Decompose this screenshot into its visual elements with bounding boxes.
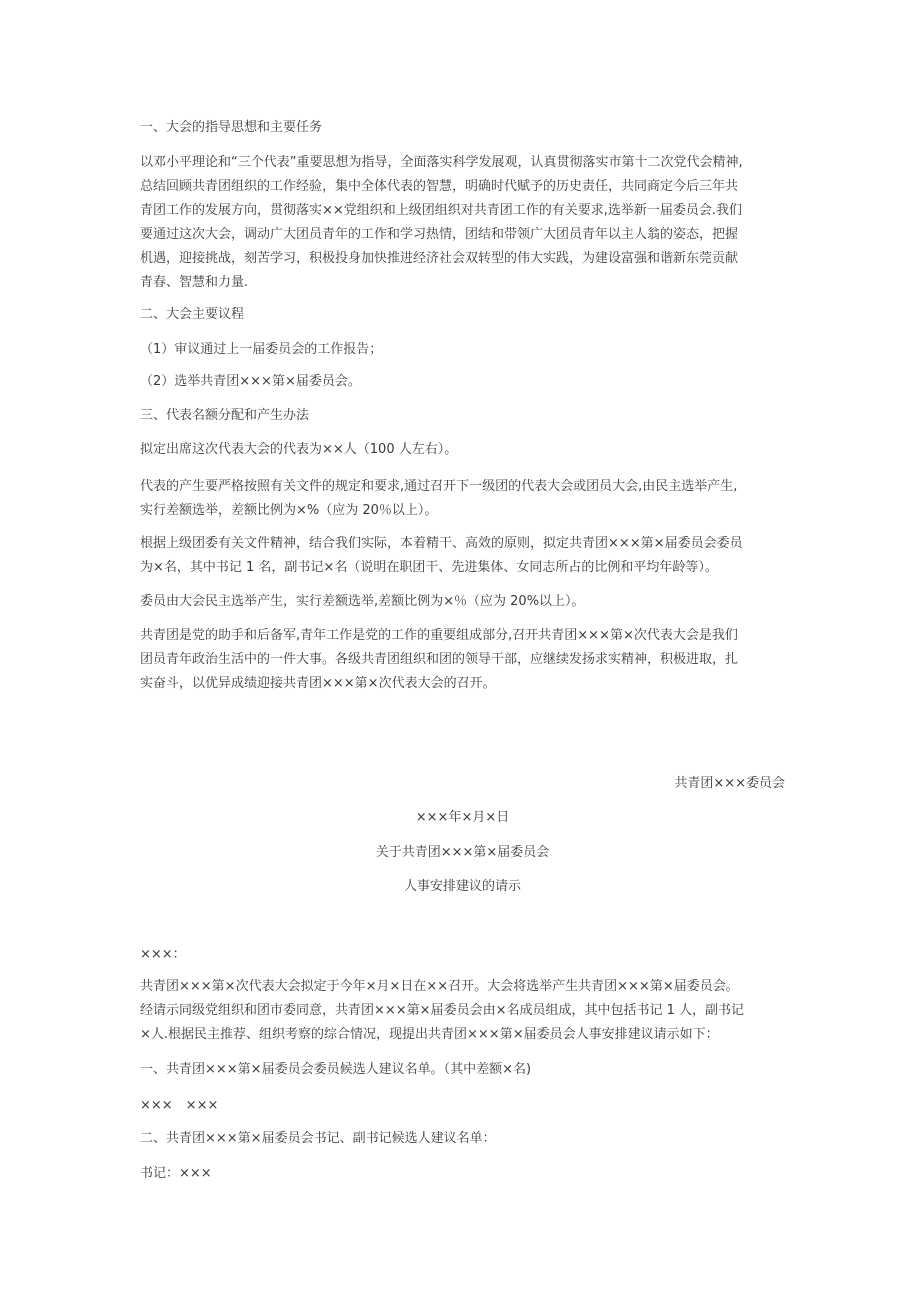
request-title-line-2: 人事安排建议的请示 (403, 879, 521, 894)
section-1-line: 要通过这次大会，调动广大团员青年的工作和学习热情，团结和带领广大团员青年以主人翁的姿态，把握 (140, 227, 739, 242)
request-item-2: 二、共青团×××第×届委员会书记、副书记候选人建议名单： (140, 1131, 496, 1146)
paragraph-line: 根据上级团委有关文件精神，结合我们实际，本着精干、高效的原则，拟定共青团×××第×届委员会委员 (140, 536, 743, 551)
section-2-heading: 二、大会主要议程 (140, 307, 245, 322)
section-3-paragraph-2 (140, 475, 785, 523)
section-1-line: 青春、智慧和力量. (140, 275, 249, 290)
section-1-line: 总结回顾共青团组织的工作经验，集中全体代表的智慧，明确时代赋予的历史责任，共同商定今后三年共 (140, 179, 739, 194)
request-body (140, 975, 785, 1047)
section-1-line: 青团工作的发展方向，贯彻落实××党组织和上级团组织对共青团工作的有关要求,选举新一届委员会.我们 (140, 203, 743, 218)
agenda-item-1: （1）审议通过上一届委员会的工作报告； (140, 342, 383, 357)
section-1-line: 以邓小平理论和“三个代表”重要思想为指导，全面落实科学发展观，认真贯彻落实市第十二次党代会精神, (140, 155, 743, 170)
request-item-1: 一、共青团×××第×届委员会委员候选人建议名单。（其中差额×名) (140, 1062, 532, 1077)
paragraph-line: 共青团×××第×次代表大会拟定于今年×月×日在××召开。大会将选举产生共青团×××第×届委员会。 (140, 979, 739, 994)
section-3-paragraph-4: 委员由大会民主选举产生，实行差额选举,差额比例为×％（应为 20%以上）。 (140, 594, 585, 609)
paragraph-line: 实奋斗，以优异成绩迎接共青团×××第×次代表大会的召开。 (140, 676, 496, 691)
paragraph-line: 经请示同级党组织和团市委同意，共青团×××第×届委员会由×名成员组成，其中包括书记 1 人，副书记 (140, 1003, 744, 1018)
paragraph-line: 实行差额选举，差额比例为×%（应为 20％以上）。 (140, 503, 438, 518)
paragraph-line: 代表的产生要严格按照有关文件的规定和要求,通过召开下一级团的代表大会或团员大会,由民主选举产生, (140, 479, 738, 494)
paragraph-line: 为×名，其中书记 1 名，副书记×名（说明在职团干、先进集体、女同志所占的比例和平均年龄等）。 (140, 560, 718, 575)
paragraph-line: 共青团是党的助手和后备军,青年工作是党的工作的重要组成部分,召开共青团×××第×次代表大会是我们 (140, 628, 738, 643)
section-1-body (140, 151, 785, 295)
signature-organization: 共青团×××委员会 (674, 776, 785, 791)
section-3-paragraph-1: 拟定出席这次代表大会的代表为××人（100 人左右）。 (140, 442, 458, 457)
section-3-paragraph-5 (140, 624, 785, 696)
section-3-heading: 三、代表名额分配和产生办法 (140, 408, 310, 423)
paragraph-line: ×人.根据民主推荐、组织考察的综合情况，现提出共青团×××第×届委员会人事安排建议请示如下： (140, 1027, 719, 1042)
request-title-line-1: 关于共青团×××第×届委员会 (375, 845, 550, 860)
salutation: ×××： (140, 947, 186, 962)
secretary-candidate: 书记：××× (140, 1166, 212, 1181)
paragraph-line: 团员青年政治生活中的一件大事。各级共青团组织和团的领导干部，应继续发扬求实精神，积极进取，扎 (140, 652, 739, 667)
section-1-line: 机遇，迎接挑战，刻苦学习，积极投身加快推进经济社会双转型的伟大实践，为建设富强和谐新东莞贡献 (140, 251, 739, 266)
section-1-heading: 一、大会的指导思想和主要任务 (140, 120, 323, 135)
signature-date: ×××年×月×日 (415, 810, 510, 825)
agenda-item-2: （2）选举共青团×××第×届委员会。 (140, 374, 361, 389)
section-3-paragraph-3 (140, 532, 785, 580)
request-item-1-names: ××× ××× (140, 1098, 219, 1113)
